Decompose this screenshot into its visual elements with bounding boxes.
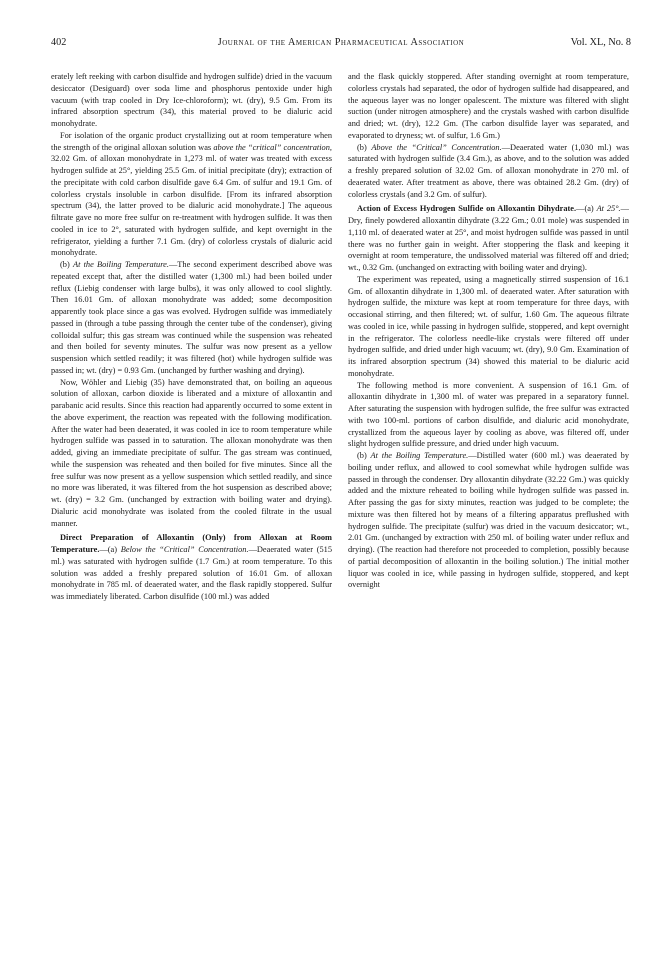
text-run: , 32.02 Gm. of alloxan monohydrate in 1,273 ml. of water was treated with excess hydrogen sulfide at 25°, yielding 25.5 Gm. of initial precipitate (dry); extraction of the precipitate with cold carbon disulfide gave 6.4 Gm. of sulfur and 19.1 Gm. of colorless crystals insoluble in carbon disulfide. [From its infrared absorption spectrum (34), the latter proved to be dialuric acid monohydrate.] The aqueous filtrate gave no more free sulfur on re-treatment with hydrogen sulfide. It was then cooled in ice to 2°, saturated with hydrogen sulfide, and kept overnight in the refrigerator, yielding a further 7.1 Gm. (dry) of colorless crystals of dialuric acid monohydrate. — [51, 142, 332, 258]
italic-subheading: At the Boiling Temperature. — [72, 260, 169, 269]
left-column-paragraph — [51, 532, 332, 603]
text-run: —(a) — [99, 545, 121, 554]
right-column-paragraph — [348, 203, 629, 274]
text-run: —Deaerated water (1,030 ml.) was saturated with hydrogen sulfide (3.4 Gm.), as above, and to the solution was added a freshly prepared solution of 32.02 Gm. of alloxan monohydrate in 270 ml. of deaerated water. After treatment as above, there was obtained 28.2 Gm. (dry) of colorless crystals (and 3.2 Gm. of sulfur). — [348, 142, 629, 199]
right-column-paragraph — [348, 274, 629, 380]
right-column-paragraph — [348, 380, 629, 451]
right-column — [348, 71, 629, 941]
right-column-paragraph — [348, 142, 629, 201]
italic-subheading: Above the “Critical” Concentration. — [371, 142, 502, 152]
text-run: (b) — [60, 260, 73, 269]
right-column-paragraph — [348, 450, 629, 591]
text-run: The following method is more convenient. A suspension of 16.1 Gm. of alloxantin dihydrate in 1,300 ml. of water was prepared in a separatory funnel. After saturating the suspension with hydrogen sulfide, the free sulfur was extracted with two 100-ml. portions of carbon disulfide, and dialuric acid monohydrate, crystallized from the aqueous layer by cooling as above, was filtered off, under slight hydrogen sulfide pressure, and dried under high vacuum. — [348, 380, 629, 449]
text-run: (b) — [357, 142, 372, 152]
italic-subheading: Below the “Critical” Concentration. — [120, 545, 249, 554]
left-column-paragraph — [51, 130, 332, 259]
italic-subheading: above the “critical” concentration — [213, 142, 330, 152]
text-run: —The second experiment described above was repeated except that, after the distilled water (1,300 ml.) had been boiled under reflux (Liebig condenser with large bulbs), it was only allowed to cool slightly. Then 16.01 Gm. of alloxan monohydrate was added; some decomposition apparently took place since a gas was evolved. Hydrogen sulfide was immediately passed in (through a tube passing through the center tube of the condenser), giving colloidal sulfur; this gas stream was continued while the suspension was reheated and then boiled for seventy minutes. The sulfur was now present as a yellow suspension which settled readily; it was filtered (hot) while hydrogen sulfide was passed in; wt. (dry) = 0.93 Gm. (unchanged by further washing and drying). — [51, 260, 332, 375]
text-run: erately left reeking with carbon disulfide and hydrogen sulfide) dried in the vacuum desiccator (Desiguard) over soda lime and phosphorus pentoxide under high vacuum (with trap cooled in Dry Ice-chloroform); wt. (dry), 9.5 Gm. From its infrared absorption spectrum (34), this material proved to be dialuric acid monohydrate. — [51, 72, 332, 128]
text-run: (b) — [357, 451, 371, 460]
text-run: —Distilled water (600 ml.) was deaerated by boiling under reflux, and allowed to cool somewhat while hydrogen sulfide was passed in through the condenser. Dry alloxantin dihydrate (32.22 Gm.) was quickly added and the mixture reheated to boiling while hydrogen sulfide was passed in. After passing the gas for sixty minutes, reaction was judged to be complete; the mixture was then filtered hot by means of a filtering apparatus preflushed with hydrogen sulfide. The precipitate (sulfur) was dried in the vacuum desiccator; wt., 2.01 Gm. (unchanged by extraction with 250 ml. of boiling water under reflux and drying). (The reaction had therefore not proceeded to completion, possibly because of partial decomposition of alloxantin in the boiling solution.) The initial mother liquor was cooled in ice, while passing in hydrogen sulfide, stoppered, and kept overnight — [348, 451, 629, 590]
section-heading: Action of Excess Hydrogen Sulfide on Alloxantin Dihydrate. — [357, 204, 577, 214]
section-heading: Direct Preparation of Alloxantin (Only) from Alloxan at Room Temperature. — [51, 533, 332, 554]
text-run: and the flask quickly stoppered. After standing overnight at room temperature, colorless crystals had separated, the odor of hydrogen sulfide had disappeared, and the aqueous layer was no longer opalescent. The mixture was filtered with slight suction (under nitrogen atmosphere) and the crystals washed with carbon disulfide and dried; wt. (dry), 12.2 Gm. (The carbon disulfide layer was separated, and evaporated to dryness; wt. of sulfur, 1.6 Gm.) — [348, 72, 629, 140]
right-column-paragraph — [348, 71, 629, 142]
left-column-paragraph — [51, 259, 332, 377]
italic-subheading: At the Boiling Temperature. — [370, 451, 469, 460]
text-run: —Dry, finely powdered alloxantin dihydrate (3.22 Gm.; 0.01 mole) was suspended in 1,110 ml. of deaerated water at 25°, and moist hydrogen sulfide was passed in until there was no further gain in weight. After stoppering the flask and keeping it overnight at room temperature, the undissolved material was filtered off and dried; wt., 0.32 Gm. (unchanged on extracting with boiling water and drying). — [348, 204, 629, 272]
text-run: —Deaerated water (515 ml.) was saturated with hydrogen sulfide (1.7 Gm.) at room temperature. To this solution was added a freshly prepared solution of 16.01 Gm. of alloxan monohydrate in 785 ml. of deaerated water, and the flask rapidly stoppered. Sulfur was immediately liberated. Carbon disulfide (100 ml.) was added — [51, 545, 332, 601]
text-run: Now, Wöhler and Liebig (35) have demonstrated that, on boiling an aqueous solution of alloxan, carbon dioxide is liberated and a mixture of alloxantin and parabanic acid results. Since this reaction had apparently occurred to some extent in the above experiment, the reaction was repeated with the following modification. After the water had been deaerated, it was cooled in ice to room temperature while hydrogen sulfide was passed in to saturation. The alloxan monohydrate was then added, giving an immediate precipitate of sulfur. The gas stream was continued, while the suspension was reheated and then boiled for five minutes. Since all the free sulfur was now present as a yellow suspension which settled readily, and since no more was liberated, it was filtered from the hot suspension as described above; wt. (dry) = 3.2 Gm. (unchanged by extraction with boiling water and drying). Dialuric acid monohydrate was isolated from the cooled filtrate in the usual manner. — [51, 377, 332, 528]
journal-title: Journal of the American Pharmaceutical Association — [217, 37, 465, 48]
left-column — [51, 71, 332, 941]
volume-issue: Vol. XL, No. 8 — [570, 37, 631, 48]
page-number: 402 — [51, 37, 67, 48]
text-run: For isolation of the organic product crystallizing out at room temperature when the strength of the original alloxan solution was — [51, 130, 332, 152]
text-run: —(a) — [576, 204, 597, 214]
left-column-paragraph — [51, 377, 332, 530]
running-header — [51, 36, 631, 50]
italic-subheading: At 25°. — [596, 204, 621, 214]
left-column-paragraph — [51, 71, 332, 130]
text-run: The experiment was repeated, using a magnetically stirred suspension of 16.1 Gm. of alloxantin dihydrate in 1,300 ml. of deaerated water. After saturation with hydrogen sulfide, the mixture was kept at room temperature for three days, with occasional stirring, and then filtered; wt. of sulfur, 1.60 Gm. The aqueous filtrate was cooled in ice, while passing in hydrogen sulfide, stoppered, and kept overnight in the refrigerator. The colorless needle-like crystals were filtered off under hydrogen sulfide, and dried under high vacuum; wt. (dry), 9.0 Gm. Examination of its infrared absorption spectrum (34) showed this material to be dialuric acid monohydrate. — [348, 274, 629, 378]
